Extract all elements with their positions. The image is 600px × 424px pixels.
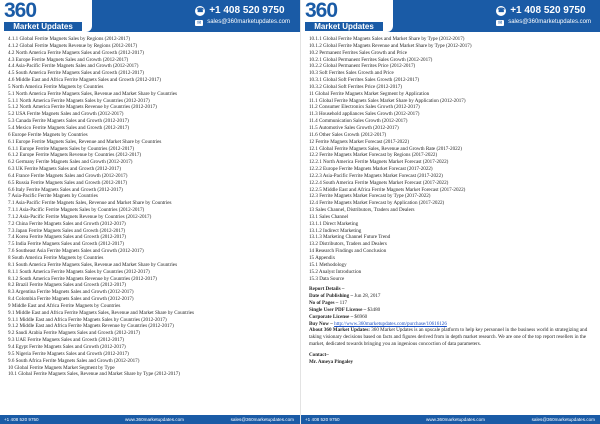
toc-entry: 15.2 Analyst Introduction xyxy=(309,268,362,275)
toc-entry: 13.1.1 Direct Marketing xyxy=(309,220,359,227)
right-body xyxy=(309,36,594,366)
header-email[interactable]: sales@360marketupdates.com xyxy=(508,19,591,25)
report-details-heading: Report Details – xyxy=(309,286,345,293)
toc-entry: 8.4 Colombia Ferrite Magnets Sales and Growth (2012-2017) xyxy=(8,296,134,303)
buy-now-row: Buy Now – http://www.360marketupdates.com/purchase/10616126 xyxy=(309,320,447,327)
toc-entry: 5.1 North America Ferrite Magnets Sales, Revenue and Market Share by Countries xyxy=(8,90,178,97)
toc-entry: 4.6 Middle East and Africa Ferrite Magnets Sales and Growth (2012-2017) xyxy=(8,77,161,84)
toc-entry: 9.1.2 Middle East and Africa Ferrite Magnets Revenue by Countries (2012-2017) xyxy=(8,323,174,330)
header-phone[interactable]: +1 408 520 9750 xyxy=(510,5,586,16)
toc-entry: 6.4 France Ferrite Magnets Sales and Growth (2012-2017) xyxy=(8,172,128,179)
toc-entry: 6 Europe Ferrite Magnets by Countries xyxy=(8,131,88,138)
toc-entry: 9.2 Saudi Arabia Ferrite Magnets Sales and Growth (2012-2017) xyxy=(8,330,140,337)
toc-entry: 6.5 Russia Ferrite Magnets Sales and Growth (2012-2017) xyxy=(8,179,128,186)
footer-email[interactable]: sales@360marketupdates.com xyxy=(230,417,294,422)
toc-entry: 12.2.3 Asia-Pacific Ferrite Magnets Market Forecast (2017-2022) xyxy=(309,172,443,179)
pages-row: No of Pages – 117 xyxy=(309,300,348,307)
toc-entry: 9.6 South Africa Ferrite Magnets Sales and Growth (2012-2017) xyxy=(8,357,140,364)
logo-name: Market Updates xyxy=(4,22,82,31)
page-count: 117 xyxy=(339,300,348,307)
report-details xyxy=(309,286,594,365)
toc-entry: 4.5 South America Ferrite Magnets Sales and Growth (2012-2017) xyxy=(8,70,144,77)
header-contact xyxy=(496,5,591,27)
contact-label: Contact– xyxy=(309,351,329,358)
toc-entry: 9.1.1 Middle East and Africa Ferrite Magnets Sales by Countries (2012-2017) xyxy=(8,316,167,323)
toc-entry: 12.2.4 South America Ferrite Magnets Market Forecast (2017-2022) xyxy=(309,179,449,186)
toc-entry: 10 Global Ferrite Magnets Market Segment by Type xyxy=(8,364,115,371)
toc-entry: 11.1 Global Ferrite Magnets Sales Market Share by Application (2012-2017) xyxy=(309,97,466,104)
page-header xyxy=(0,0,300,32)
toc-entry: 10.1.1 Global Ferrite Magnets Sales and Market Share by Type (2012-2017) xyxy=(309,36,465,42)
toc-entry: 4.1.1 Global Ferrite Magnets Sales by Regions (2012-2017) xyxy=(8,36,131,42)
toc-entry: 15.3 Data Source xyxy=(309,275,345,282)
toc-entry: 4.2 North America Ferrite Magnets Sales and Growth (2012-2017) xyxy=(8,49,144,56)
toc-entry: 4.4 Asia-Pacific Ferrite Magnets Sales and Growth (2012-2017) xyxy=(8,63,139,70)
toc-entry: 10.2.1 Global Permanent Ferrites Sales Growth (2012-2017) xyxy=(309,56,433,63)
page-header xyxy=(301,0,600,32)
toc-entry: 10.1.2 Global Ferrite Magnets Revenue and Market Share by Type (2012-2017) xyxy=(309,42,472,49)
footer-phone[interactable]: +1 408 520 9750 xyxy=(4,417,39,422)
about-text: 360 Market Updates is an upscale platform to help key personnel in the business world in strategizing and taking visionary decisions based on facts and figures derived from in depth market research. We are one of the top report resellers in the market, dedicated towards bringing you an ingenious concoction of data parameters. xyxy=(309,327,588,348)
toc-entry: 14 Research Findings and Conclusion xyxy=(309,248,387,255)
toc-entry: 5.2 USA Ferrite Magnets Sales and Growth (2012-2017) xyxy=(8,111,124,118)
toc-entry: 10.1 Global Ferrite Magnets Sales, Revenue and Market Share by Type (2012-2017) xyxy=(8,371,180,378)
header-phone[interactable]: +1 408 520 9750 xyxy=(209,5,285,16)
document-page-right xyxy=(300,0,600,424)
toc-entry: 7.5 India Ferrite Magnets Sales and Growth (2012-2017) xyxy=(8,241,124,248)
toc-entry: 13.1.3 Marketing Channel Future Trend xyxy=(309,234,391,241)
toc-entry: 7.1.1 Asia-Pacific Ferrite Magnets Sales by Countries (2012-2017) xyxy=(8,207,145,214)
single-license-price: $3480 xyxy=(367,306,381,313)
about-paragraph xyxy=(309,327,594,348)
toc-entry: 12.1 Global Ferrite Magnets Sales, Revenue and Growth Rate (2017-2022) xyxy=(309,145,462,152)
toc-entry: 9.4 Egypt Ferrite Magnets Sales and Growth (2012-2017) xyxy=(8,343,126,350)
phone-icon: ☎ xyxy=(497,8,505,14)
toc-entry: 5.1.2 North America Ferrite Magnets Revenue by Countries (2012-2017) xyxy=(8,104,157,111)
toc-entry: 9.1 Middle East and Africa Ferrite Magnets Sales, Revenue and Market Share by Countries xyxy=(8,309,195,316)
page-footer xyxy=(0,415,300,424)
toc-entry: 11.5 Automotive Sales Growth (2012-2017) xyxy=(309,124,399,131)
toc-entry: 8.1.2 South America Ferrite Magnets Revenue by Countries (2012-2017) xyxy=(8,275,157,282)
toc-entry: 7.6 Southeast Asia Ferrite Magnets Sales and Growth (2012-2017) xyxy=(8,248,144,255)
header-contact xyxy=(195,5,290,27)
toc-entry: 5 North America Ferrite Magnets by Countries xyxy=(8,83,104,90)
toc-entry: 10.3.2 Global Soft Ferrites Price (2012-2017) xyxy=(309,83,402,90)
toc-entry: 6.6 Italy Ferrite Magnets Sales and Growth (2012-2017) xyxy=(8,186,123,193)
footer-email[interactable]: sales@360marketupdates.com xyxy=(531,417,595,422)
contact-name: Mr. Ameya Pingaley xyxy=(309,358,354,365)
toc-entry: 12.2 Ferrite Magnets Market Forecast by Regions (2017-2022) xyxy=(309,152,438,159)
footer-website[interactable]: www.360marketupdates.com xyxy=(426,417,485,422)
toc-entry: 5.1.1 North America Ferrite Magnets Sales by Countries (2012-2017) xyxy=(8,97,150,104)
footer-phone[interactable]: +1 408 520 9750 xyxy=(305,417,340,422)
corporate-license-price: $6960 xyxy=(354,313,368,320)
toc-entry: 12.2.2 Europe Ferrite Magnets Market Forecast (2017-2022) xyxy=(309,166,433,173)
toc-entry: 8.3 Argentina Ferrite Magnets Sales and Growth (2012-2017) xyxy=(8,289,134,296)
phone-icon: ☎ xyxy=(196,8,204,14)
toc-list-right xyxy=(309,36,594,282)
toc-entry: 13.1.2 Indirect Marketing xyxy=(309,227,362,234)
toc-entry: 11.2 Consumer Electronics Sales Growth (2012-2017) xyxy=(309,104,420,111)
toc-entry: 6.3 UK Ferrite Magnets Sales and Growth (2012-2017) xyxy=(8,166,121,173)
header-email[interactable]: sales@360marketupdates.com xyxy=(207,19,290,25)
logo-number: 360 xyxy=(4,0,37,22)
toc-entry: 13.1 Sales Channel xyxy=(309,213,349,220)
toc-entry: 4.3 Europe Ferrite Magnets Sales and Growth (2012-2017) xyxy=(8,56,129,63)
toc-entry: 13.2 Distributors, Traders and Dealers xyxy=(309,241,387,248)
toc-entry: 6.1.2 Europe Ferrite Magnets Revenue by Countries (2012-2017) xyxy=(8,152,142,159)
toc-entry: 4.1.2 Global Ferrite Magnets Revenue by Regions (2012-2017) xyxy=(8,42,138,49)
toc-entry: 8 South America Ferrite Magnets by Countries xyxy=(8,255,104,261)
toc-entry: 9.3 UAE Ferrite Magnets Sales and Growth (2012-2017) xyxy=(8,337,125,344)
toc-entry: 12 Ferrite Magnets Market Forecast (2017-2022) xyxy=(309,138,410,145)
toc-entry: 6.1.1 Europe Ferrite Magnets Sales by Countries (2012-2017) xyxy=(8,145,135,152)
toc-entry: 12.3 Ferrite Magnets Market Forecast by Type (2017-2022) xyxy=(309,193,431,200)
toc-entry: 6.2 Germany Ferrite Magnets Sales and Growth (2012-2017) xyxy=(8,159,133,166)
toc-entry: 10.3.1 Global Soft Ferrites Sales Growth (2012-2017) xyxy=(309,77,420,84)
mail-icon: ✉ xyxy=(197,19,202,26)
mail-icon: ✉ xyxy=(498,19,503,26)
toc-entry: 7.2 China Ferrite Magnets Sales and Growth (2012-2017) xyxy=(8,220,126,227)
toc-entry: 11.3 Household appliances Sales Growth (2012-2017) xyxy=(309,111,420,118)
logo-name: Market Updates xyxy=(305,22,383,31)
footer-website[interactable]: www.360marketupdates.com xyxy=(125,417,184,422)
single-license-row: Single User PDF License – $3480 xyxy=(309,306,381,313)
brand-logo[interactable] xyxy=(0,0,92,32)
buy-now-link[interactable]: http://www.360marketupdates.com/purchase/10616126 xyxy=(334,320,447,327)
logo-number: 360 xyxy=(305,0,338,22)
toc-entry: 8.1 South America Ferrite Magnets Sales, Revenue and Market Share by Countries xyxy=(8,261,178,268)
toc-entry: 10.2 Permanent Ferrites Sales Growth and Price xyxy=(309,49,408,56)
toc-entry: 7.3 Japan Ferrite Magnets Sales and Growth (2012-2017) xyxy=(8,227,126,234)
corporate-license-row: Corporate License – $6960 xyxy=(309,313,368,320)
toc-entry: 13 Sales Channel, Distributors, Traders and Dealers xyxy=(309,207,415,214)
toc-entry: 5.4 Mexico Ferrite Magnets Sales and Growth (2012-2017) xyxy=(8,124,130,131)
brand-logo[interactable] xyxy=(301,0,393,32)
page-footer xyxy=(301,415,600,424)
toc-list-left xyxy=(8,36,294,378)
toc-entry: 8.1.1 South America Ferrite Magnets Sales by Countries (2012-2017) xyxy=(8,268,150,275)
about-label: About 360 Market Updates: xyxy=(309,327,370,334)
toc-entry: 5.3 Canada Ferrite Magnets Sales and Growth (2012-2017) xyxy=(8,118,129,125)
toc-entry: 7 Asia-Pacific Ferrite Magnets by Countries xyxy=(8,193,98,200)
toc-entry: 7.1 Asia-Pacific Ferrite Magnets Sales, Revenue and Market Share by Countries xyxy=(8,200,172,207)
toc-entry: 9 Middle East and Africa Ferrite Magnets by Countries xyxy=(8,302,121,309)
toc-entry: 12.4 Ferrite Magnets Market Forecast by Application (2017-2022) xyxy=(309,200,445,207)
toc-entry: 8.2 Brazil Ferrite Magnets Sales and Growth (2012-2017) xyxy=(8,282,126,289)
publish-date: Jun 28, 2017 xyxy=(354,293,381,300)
toc-entry: 11.6 Other Sales Growth (2012-2017) xyxy=(309,131,387,138)
toc-entry: 6.1 Europe Ferrite Magnets Sales, Revenue and Market Share by Countries xyxy=(8,138,162,145)
toc-entry: 7.4 Korea Ferrite Magnets Sales and Growth (2012-2017) xyxy=(8,234,126,241)
toc-entry: 12.2.5 Middle East and Africa Ferrite Magnets Market Forecast (2017-2022) xyxy=(309,186,466,193)
toc-entry: 7.1.2 Asia-Pacific Ferrite Magnets Revenue by Countries (2012-2017) xyxy=(8,213,152,220)
toc-entry: 9.5 Nigeria Ferrite Magnets Sales and Growth (2012-2017) xyxy=(8,350,129,357)
toc-entry: 12.2.1 North America Ferrite Magnets Market Forecast (2017-2022) xyxy=(309,159,449,166)
toc-entry: 10.3 Soft Ferrites Sales Growth and Price xyxy=(309,70,394,77)
toc-entry: 15.1 Methodology xyxy=(309,261,347,268)
toc-entry: 10.2.2 Global Permanent Ferrites Price (2012-2017) xyxy=(309,63,416,70)
toc-entry: 11 Global Ferrite Magnets Market Segment by Application xyxy=(309,90,430,97)
toc-entry: 15 Appendix xyxy=(309,255,336,261)
toc-entry: 11.4 Communication Sales Growth (2012-2017) xyxy=(309,118,408,125)
publish-date-row: Date of Publishing – Jun 28, 2017 xyxy=(309,293,381,300)
